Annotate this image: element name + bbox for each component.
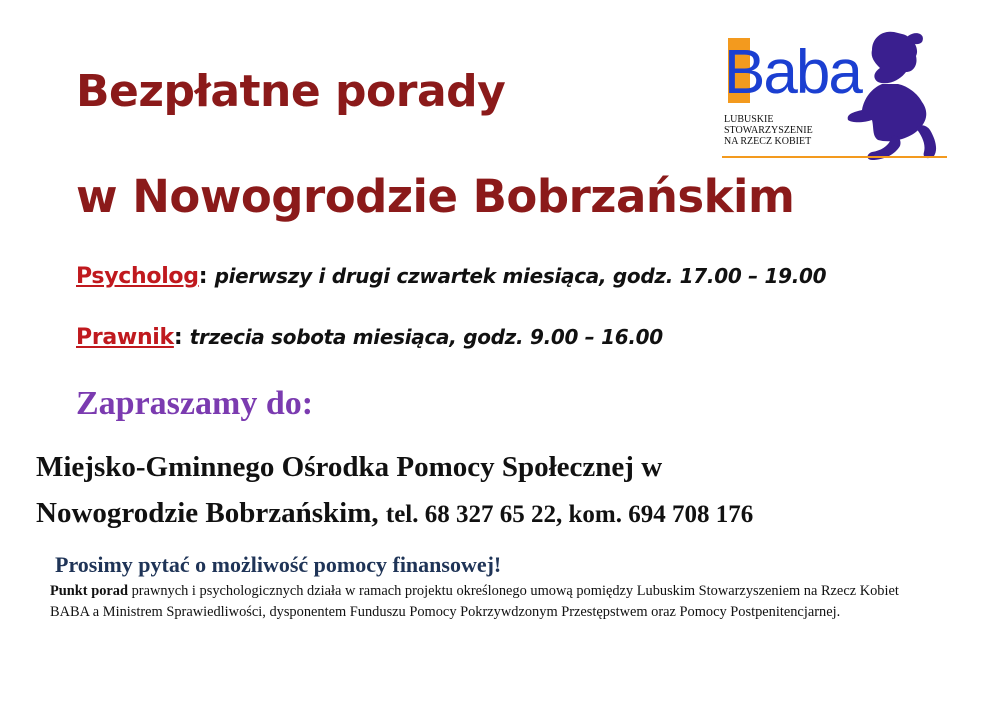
invite-heading: Zapraszamy do: [76,385,314,422]
footnote-text: prawnych i psychologicznych działa w ramach projektu określonego umową pomiędzy Lubuskim Stowarzyszeniem na Rzecz Kobiet BABA a Ministrem Sprawiedliwości, dysponentem Funduszu Pomocy Pokrzywdzonym Przestępstwem oraz Pomocy Postpenitencjarnej. [50,583,899,620]
address-phones: tel. 68 327 65 22, kom. 694 708 176 [385,501,754,528]
logo-subtitle-line-3: NA RZECZ KOBIET [724,136,812,147]
address-place: Nowogrodzie Bobrzańskim, [36,497,379,529]
schedule-lawyer [76,325,663,350]
heading-line-2: w Nowogrodzie Bobrzańskim [76,170,795,223]
schedule-details-psychologist: pierwszy i drugi czwartek miesiąca, godz. 17.00 – 19.00 [214,264,827,288]
schedule-colon: : [173,325,190,350]
baba-logo [722,28,947,163]
footnote [50,581,930,623]
address-line-1: Miejsko-Gminnego Ośrodka Pomocy Społecznej w [36,451,663,483]
schedule-role-psychologist: Psycholog [76,264,199,289]
address-line-2 [36,497,753,530]
schedule-psychologist [76,264,826,289]
footnote-lead: Punkt porad [50,583,128,599]
logo-underline [722,156,947,158]
heading-line-1: Bezpłatne porady [76,66,506,117]
logo-subtitle [724,114,813,147]
schedule-role-lawyer: Prawnik [76,325,174,350]
schedule-details-lawyer: trzecia sobota miesiąca, godz. 9.00 – 16.00 [189,325,663,349]
financial-help-note: Prosimy pytać o możliwość pomocy finansowej! [55,552,502,577]
logo-subtitle-line-1: LUBUSKIE [724,114,774,125]
schedule-colon: : [198,264,215,289]
logo-wordmark: Baba [724,38,861,107]
logo-subtitle-line-2: STOWARZYSZENIE [724,125,813,136]
